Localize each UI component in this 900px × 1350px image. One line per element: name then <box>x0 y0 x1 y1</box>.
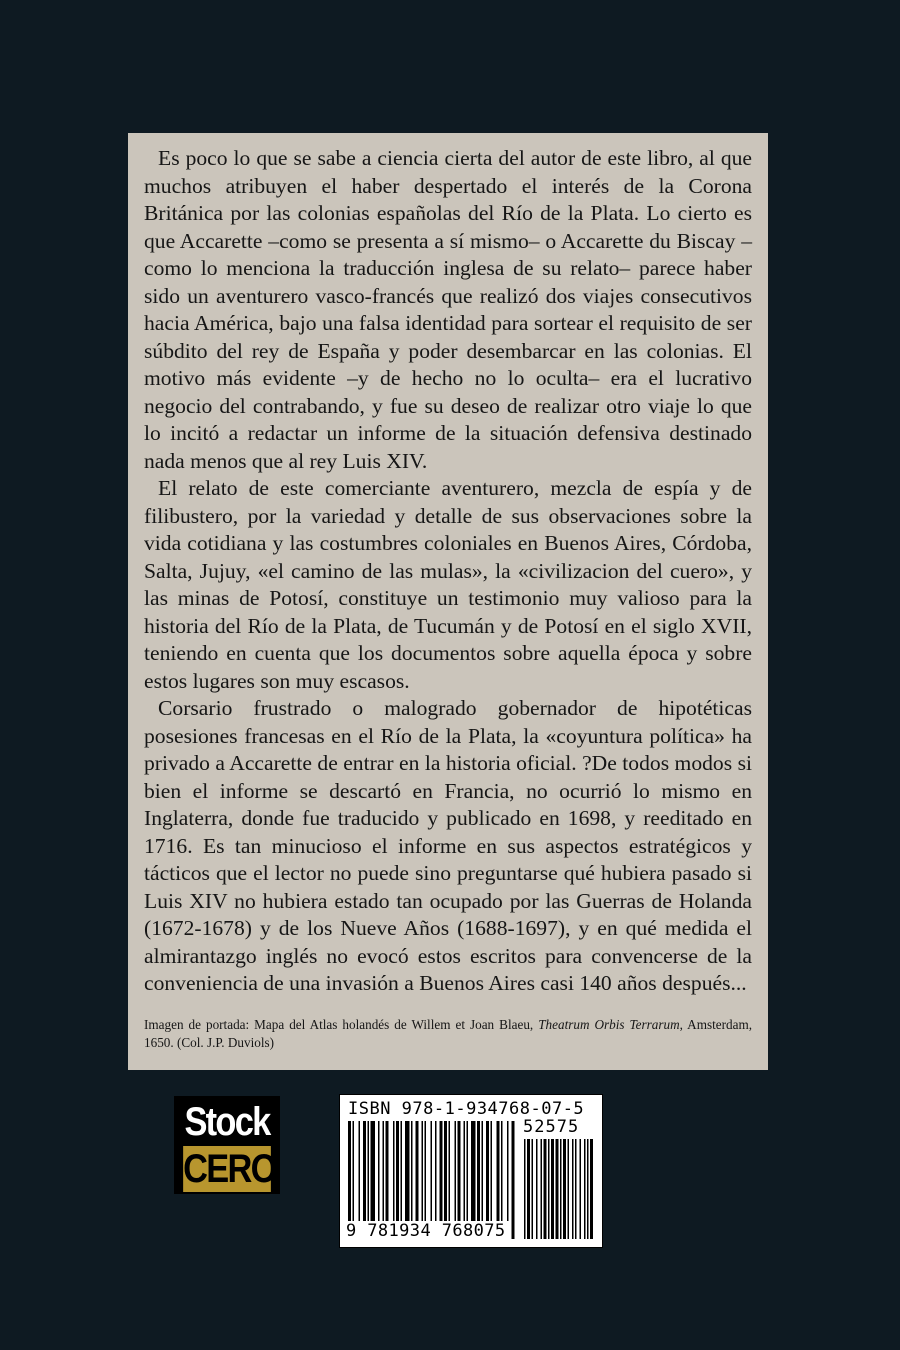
barcode-ean-digits: 9 781934 768075 <box>346 1221 506 1241</box>
barcode-bar <box>444 1121 447 1221</box>
barcode-addon-bar <box>541 1139 543 1239</box>
barcode-addon-bar <box>575 1139 577 1239</box>
barcode-bar <box>464 1121 466 1221</box>
isbn-barcode <box>339 1094 603 1248</box>
barcode-addon-bar <box>532 1139 534 1239</box>
barcode-bar <box>396 1121 399 1221</box>
barcode-bar <box>383 1121 385 1221</box>
synopsis-paragraph-1: Es poco lo que se sabe a ciencia cierta del autor de este libro, al que muchos atribuyen el haber despertado el interés de la Corona Británica por las colonias españolas del Río de la Plata. Lo cierto es que Accarette –como se presenta a sí mismo– o Accarette du Biscay –como lo menciona la traducción inglesa de su relato– parece haber sido un aventurero vasco-francés que realizó dos viajes consecutivos hacia América, bajo una falsa identidad para sortear el requisito de ser súbdito del rey de España y poder desembarcar en las colonias. El motivo más evidente –y de hecho no lo oculta– era el lucrativo negocio del contrabando, y fue su deseo de realizar otro viaje lo que lo incitó a redactar un informe de la situación defensiva destinado nada menos que al rey Luis XIV. <box>144 146 752 473</box>
barcode-bar <box>458 1121 461 1221</box>
caption-suffix: , Amsterdam, 1650. (Col. J.P. Duviols) <box>144 1016 752 1050</box>
barcode-addon-bar <box>568 1139 570 1239</box>
isbn-label: ISBN 978-1-934768-07-5 <box>348 1099 585 1119</box>
barcode-bar <box>471 1121 476 1221</box>
synopsis-paragraph-3: Corsario frustrado o malogrado gobernador de hipotéticas posesiones francesas en el Río de la Plata, la «coyuntura política» ha privado a Accarette de entrar en la historia oficial. ?De todos modos si bien el informe se descartó en Francia, no ocurrió lo mismo en Inglaterra, donde fue traducido y publicado en 1698, y reeditado en 1716. Es tan minucioso el informe en sus aspectos estratégicos y tácticos que el lector no puede sino preguntarse qué hubiera pasado si Luis XIV no hubiera estado tan ocupado por las Guerras de Holanda (1672-1678) y de los Nueve Años (1688-1697), y en qué medida el almirantazgo inglés no evocó estos escritos para convencerse de la conveniencia de una invasión a Buenos Aires casi 140 años después... <box>144 696 752 995</box>
synopsis-text <box>144 145 752 998</box>
barcode-addon-bar <box>590 1139 593 1239</box>
barcode-bar <box>425 1121 427 1221</box>
barcode-addon-bar <box>556 1139 559 1239</box>
barcode-addon-digits: 52575 <box>523 1117 580 1137</box>
barcode-bar <box>512 1121 515 1239</box>
barcode-addon-bar <box>563 1139 566 1239</box>
barcode-bar <box>411 1121 413 1221</box>
barcode-addon-bar <box>551 1139 554 1239</box>
barcode-addon-bar <box>548 1139 550 1239</box>
barcode-addon-bar <box>580 1139 582 1239</box>
barcode-bar <box>386 1121 389 1221</box>
caption-atlas-title: Theatrum Orbis Terrarum <box>538 1016 680 1032</box>
barcode-bar <box>449 1121 451 1221</box>
barcode-bar <box>501 1121 503 1221</box>
barcode-bar <box>482 1121 484 1221</box>
barcode-bar <box>405 1121 410 1221</box>
barcode-bar <box>435 1121 437 1221</box>
synopsis-paragraph-2: El relato de este comerciante aventurero, mezcla de espía y de filibustero, por la variedad y detalle de sus observaciones sobre la vida cotidiana y las costumbres coloniales en Buenos Aires, Córdoba, Salta, Jujuy, «el camino de las mulas», la «civilizacion del cuero», y las minas de Potosí, constituye un testimonio muy valioso para la historia del Río de la Plata, de Tucumán y de Potosí en el siglo XVII, teniendo en cuenta que los documentos sobre aquella época y sobre estos lugares son muy escasos. <box>144 476 752 693</box>
barcode-bar <box>422 1121 424 1221</box>
logo-word-cero: CERO <box>183 1147 276 1191</box>
barcode-bar <box>393 1121 395 1221</box>
barcode-addon-bar <box>587 1139 589 1239</box>
barcode-bar <box>497 1121 500 1221</box>
barcode-bar <box>431 1121 433 1221</box>
barcode-bar <box>491 1121 493 1221</box>
back-cover-text-panel <box>128 133 768 1070</box>
barcode-addon-bar <box>560 1139 562 1239</box>
stock-cero-logo <box>174 1096 280 1194</box>
barcode-bar <box>401 1121 403 1221</box>
barcode-addon-bar <box>572 1139 574 1239</box>
barcode-addon-bar <box>524 1139 526 1239</box>
barcode-bar <box>440 1121 443 1221</box>
logo-word-stock: Stock <box>184 1100 270 1144</box>
barcode-addon-bar <box>584 1139 586 1239</box>
barcode-bar <box>416 1121 419 1221</box>
barcode-bar <box>467 1121 469 1221</box>
barcode-bar <box>368 1121 370 1221</box>
barcode-bar <box>363 1121 366 1221</box>
barcode-addon-bar <box>527 1139 530 1239</box>
cover-image-caption <box>144 1016 752 1052</box>
barcode-addon-bar <box>536 1139 538 1239</box>
caption-prefix: Imagen de portada: Mapa del Atlas holandés de Willem et Joan Blaeu, <box>144 1016 539 1032</box>
barcode-bar <box>455 1121 457 1221</box>
barcode-bar <box>477 1121 480 1221</box>
barcode-bar <box>378 1121 380 1221</box>
barcode-addon-bar <box>544 1139 547 1239</box>
barcode-bar <box>359 1121 361 1221</box>
barcode-bar <box>371 1121 376 1221</box>
barcode-bar <box>507 1121 509 1221</box>
